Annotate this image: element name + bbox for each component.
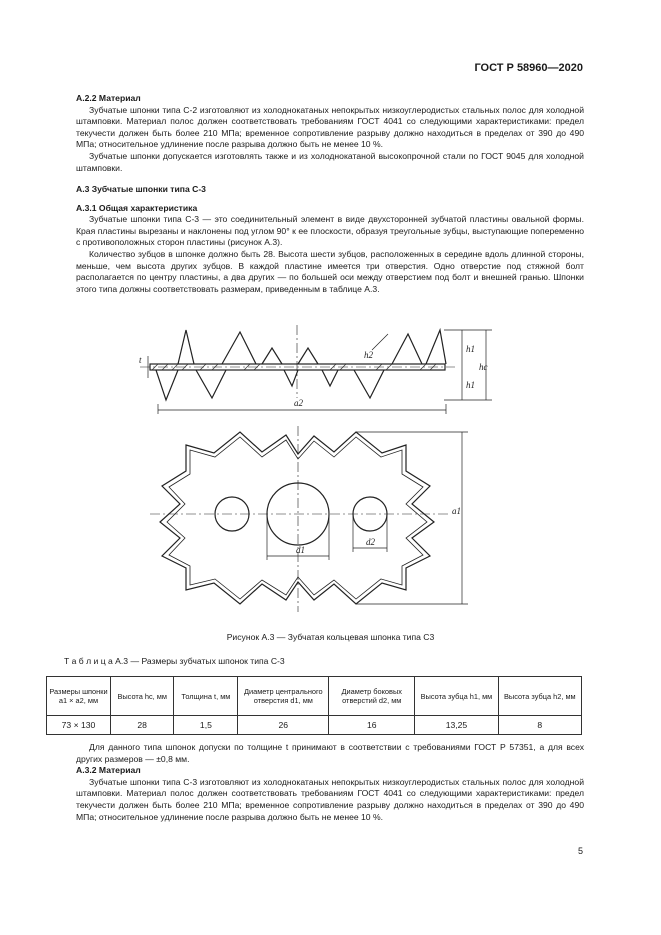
- plan-view: [150, 426, 450, 612]
- table-caption: Т а б л и ц а А.3 — Размеры зубчатых шпонок типа С-3: [64, 656, 285, 666]
- label-a1: a1: [452, 506, 461, 516]
- tooth-down: [354, 370, 384, 398]
- standard-header: ГОСТ Р 58960—2020: [474, 62, 583, 74]
- label-h2: h2: [364, 350, 373, 360]
- tooth-up: [392, 334, 422, 364]
- section-a22-paragraph-2: Зубчатые шпонки допускается изготовлять также и из холоднокатаной высокопрочной стали по ГОСТ 9045 для холодной штамповки.: [76, 150, 584, 173]
- tooth-down: [322, 370, 338, 386]
- page-number: 5: [577, 846, 583, 856]
- side-view: [140, 325, 455, 400]
- tooth-up: [298, 348, 318, 364]
- cell-hc: 28: [110, 716, 173, 735]
- figure-caption: Рисунок А.3 — Зубчатая кольцевая шпонка типа С3: [226, 632, 435, 642]
- tooth-down: [284, 370, 298, 386]
- tolerance-paragraph: Для данного типа шпонок допуски по толщине t принимают в соответствии с требованиями ГОСТ Р 57351, а для всех других размеров — ±0,8 мм.: [76, 742, 584, 764]
- table-header-row: [47, 677, 582, 716]
- tooth-up: [222, 332, 256, 364]
- tooth-up: [178, 330, 194, 364]
- side-dimensions: [148, 330, 492, 414]
- tooth-down: [156, 370, 178, 400]
- section-a22-paragraph-1: Зубчатые шпонки типа С-2 изготовляют из холоднокатаных непокрытых низкоуглеродистых стальных полос для холодной штамповки. Материал полос должен соответствовать требованиям ГОСТ 4041 со следующими характеристиками: предел текучести должен быть более 210 МПа; временное сопротивление разрыву должно находиться в пределах от 390 до 490 МПа; относительное удлинение после разрыва должно быть не менее 10 %.: [76, 104, 584, 150]
- cell-d1: 26: [238, 716, 329, 735]
- col-header-h1: Высота зубца h1, мм: [415, 677, 498, 716]
- col-header-d1: Диаметр центрального отверстия d1, мм: [238, 677, 329, 716]
- label-hc: hc: [479, 362, 488, 372]
- after-table-section: [76, 742, 584, 823]
- section-a32-title: А.3.2 Материал: [76, 765, 141, 776]
- col-header-h2: Высота зубца h2, мм: [498, 677, 581, 716]
- cell-d2: 16: [329, 716, 415, 735]
- label-t: t: [139, 355, 142, 365]
- label-d1: d1: [296, 545, 305, 555]
- cell-thickness: 1,5: [174, 716, 238, 735]
- tooth-up: [426, 330, 446, 364]
- cell-h1: 13,25: [415, 716, 498, 735]
- label-d2: d2: [366, 537, 375, 547]
- col-header-size: Размеры шпонки a1 × a2, мм: [47, 677, 111, 716]
- cell-h2: 8: [498, 716, 581, 735]
- col-header-hc: Высота hc, мм: [110, 677, 173, 716]
- section-a31-title: А.3.1 Общая характеристика: [76, 202, 198, 213]
- col-header-thickness: Толщина t, мм: [174, 677, 238, 716]
- section-a22-title: А.2.2 Материал: [76, 93, 141, 103]
- gear-inner-outline: [167, 437, 427, 599]
- tooth-down: [196, 370, 226, 398]
- section-a32-paragraph: Зубчатые шпонки типа С-3 изготовляют из холоднокатаных непокрытых низкоуглеродистых стальных полос для холодной штамповки. Материал полос должен соответствовать требованиям ГОСТ 4041 со следующими характеристиками: предел текучести должен быть более 210 МПа; временное сопротивление разрыву должно находиться в пределах от 390 до 490 МПа; относительное удлинение после разрыва должно быть не менее 10 %.: [76, 776, 584, 822]
- tooth-up: [262, 348, 282, 364]
- table-row: [47, 716, 582, 735]
- cell-size: 73 × 130: [47, 716, 111, 735]
- label-a2: a2: [294, 398, 303, 408]
- dimensions-table: [46, 676, 582, 735]
- label-h1-top: h1: [466, 344, 475, 354]
- section-a31-paragraph-2: Количество зубцов в шпонке должно быть 28. Высота шести зубцов, расположенных в середине вдоль длинной стороны, меньше, чем высота других зубцов. В каждой пластине имеется три отверстия. Одно отверстие под стяжной болт располагается по центру пластины, а два других — по большей оси между отверстием под болт и внешней гранью. Шпонки этого типа должны соответствовать размерам, приведенным в таблице А.3.: [76, 248, 584, 294]
- label-h1-bottom: h1: [466, 380, 475, 390]
- col-header-d2: Диаметр боковых отверстий d2, мм: [329, 677, 415, 716]
- section-a3-title: А.3 Зубчатые шпонки типа С-3: [76, 184, 206, 194]
- section-a31-paragraph-1: Зубчатые шпонки типа С-3 — это соединительный элемент в виде двухсторонней зубчатой пластины овальной формы. Края пластины вырезаны и наклонены под углом 90° к ее плоскости, образуя треугольные зубцы, выступающие попеременно с противоположных сторон пластины (рисунок А.3).: [76, 214, 584, 248]
